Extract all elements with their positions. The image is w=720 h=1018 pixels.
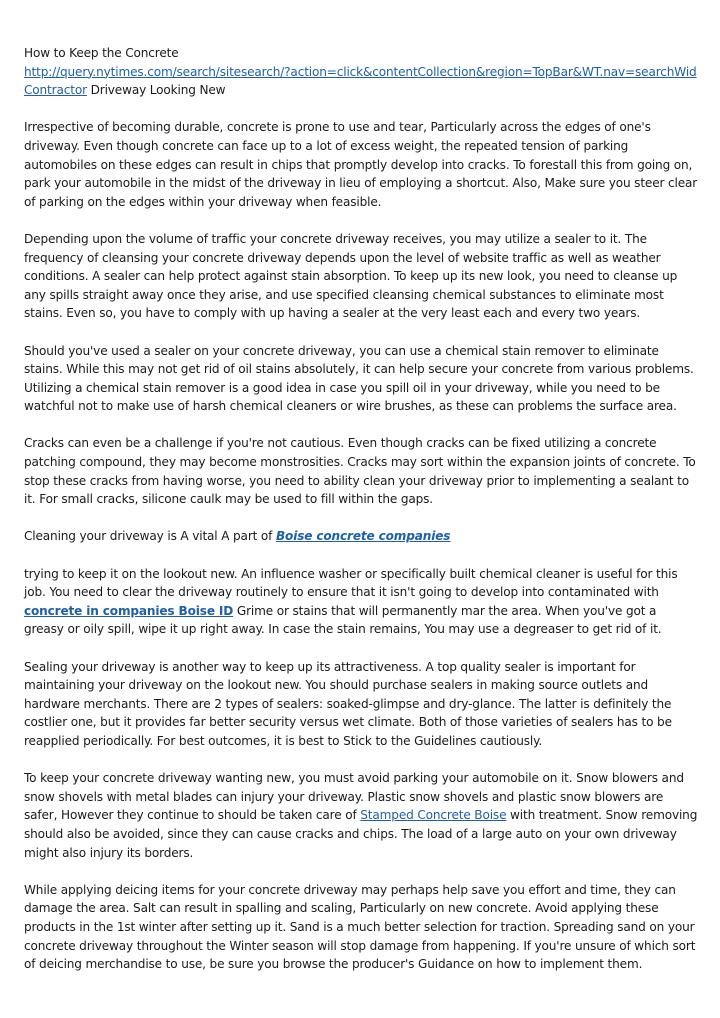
paragraph-3: Should you've used a sealer on your concrete driveway, you can use a chemical stain remover to eliminate stains. While this may not get rid of oil stains absolutely, it can help secure your concrete from various problems. Utilizing a chemical stain remover is a good idea in case you spill oil in your driveway, while you need to be watchful not to make use of harsh chemical cleaners or wire brushes, as these can problems the surface area. — [24, 343, 694, 414]
paragraph-8-text-start: To keep your concrete driveway wanting new, you must avoid parking your automobile on it. Snow blowers and snow shovels with metal blades can injury your driveway. Plastic snow shovels and plastic snow blowers are safer, However they continue to should be taken care of — [24, 771, 684, 823]
paragraph-8-text-end: with treatment. Snow removing should also be avoided, since they can cause cracks and chips. The load of a large auto on your own driveway might also injury its borders. — [24, 808, 698, 860]
stamped-concrete-boise-link[interactable]: Stamped Concrete Boise — [360, 808, 507, 823]
source-url-link[interactable]: http://query.nytimes.com/search/sitesearch/?action=click&contentCollection&region=TopBar&WT.nav=searchWid — [24, 64, 697, 79]
paragraph-6 — [24, 565, 698, 639]
article-title-continued — [24, 81, 698, 100]
contractor-link[interactable]: Contractor — [24, 83, 87, 98]
article-title: How to Keep the Concrete — [24, 46, 179, 60]
paragraph-8 — [24, 769, 698, 862]
paragraph-7: Sealing your driveway is another way to keep up its attractiveness. A top quality sealer is important for maintaining your driveway on the lookout new. You should purchase sealers in making source outlets and hardware merchants. There are 2 types of sealers: soaked-glimpse and dry-glance. The latter is definitely the costlier one, but it provides far better security versus wet climate. Both of those varieties of sealers has to be reapplied periodically. For best outcomes, it is best to Stick to the Guidelines cautiously. — [24, 659, 672, 748]
paragraph-5 — [24, 527, 698, 546]
paragraph-6-text-start: trying to keep it on the lookout new. An influence washer or specifically built chemical cleaner is useful for this job. You need to clear the driveway routinely to ensure that it isn't going to develop into contaminated with — [24, 566, 678, 600]
paragraph-5-text: Cleaning your driveway is A vital A part of — [24, 529, 276, 544]
title-tail: Driveway Looking New — [86, 83, 226, 98]
concrete-companies-boise-link[interactable]: concrete in companies Boise ID — [24, 603, 234, 618]
paragraph-4: Cracks can even be a challenge if you're not cautious. Even though cracks can be fixed utilizing a concrete patching compound, they may become monstrosities. Cracks may sort within the expansion joints of concrete. To stop these cracks from having worse, you need to ability clean your driveway prior to implementing a sealant to it. For small cracks, silicone caulk may be used to fill within the gaps. — [24, 436, 696, 507]
paragraph-6-text-end: Grime or stains that will permanently mar the area. When you've got a greasy or oily spill, wipe it up right away. In case the stain remains, You may use a degreaser to get rid of it. — [24, 603, 662, 637]
paragraph-2: Depending upon the volume of traffic your concrete driveway receives, you may utilize a sealer to it. The frequency of cleansing your concrete driveway depends upon the level of website traffic as well as weather conditions. A sealer can help protect against stain absorption. To keep up its new look, you need to cleanse up any spills straight away once they arise, and use specified cleansing chemical substances to eliminate most stains. Even so, you have to comply with up having a sealer at the very least each and every two years. — [24, 231, 678, 321]
paragraph-1: Irrespective of becoming durable, concrete is prone to use and tear, Particularly across the edges of one's driveway. Even though concrete can face up to a lot of excess weight, the repeated tension of parking automobiles on these edges can result in chips that promptly develop into cracks. To forestall this from going on, park your automobile in the midst of the driveway in lieu of employing a shortcut. Also, Make sure you steer clear of parking on the edges within your driveway when feasible. — [24, 120, 698, 209]
paragraph-9: While applying deicing items for your concrete driveway may perhaps help save you effort and time, they can damage the area. Salt can result in spalling and scaling, Particularly on new concrete. Avoid applying these products in the 1st winter after setting up it. Sand is a much better selection for traction. Spreading sand on your concrete driveway throughout the Winter season will stop damage from happening. If you're unsure of which sort of deicing merchandise to use, be sure you browse the producer's Guidance on how to implement them. — [24, 882, 696, 972]
boise-concrete-companies-link[interactable]: Boise concrete companies — [275, 529, 451, 544]
article-body — [24, 44, 698, 992]
